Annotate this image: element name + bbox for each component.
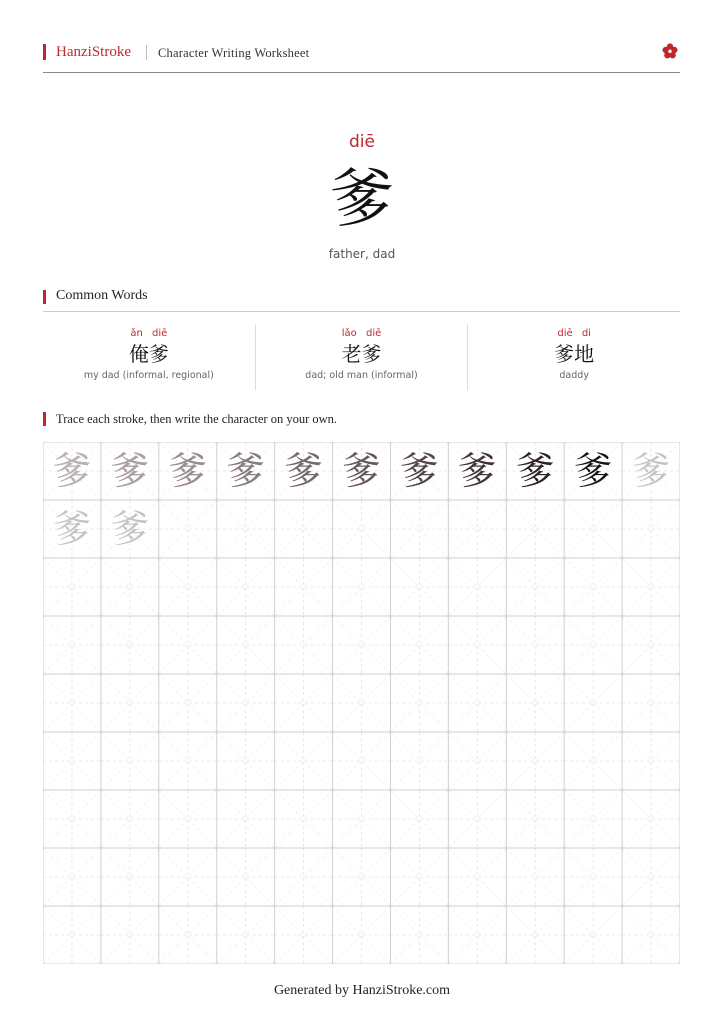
- trace-cell[interactable]: 爹: [110, 507, 149, 551]
- section-accent-bar: [43, 412, 46, 426]
- word-hanzi: 俺爹: [128, 342, 169, 366]
- practice-instruction: Trace each stroke, then write the character on your own.: [56, 412, 338, 426]
- worksheet-header: [43, 40, 680, 73]
- practice-grid: [43, 442, 680, 964]
- word-card: [256, 324, 469, 390]
- stroke-order-cell: [333, 442, 391, 500]
- stroke-order-glyph: 爹: [284, 449, 323, 493]
- stroke-order-glyph: 爹: [52, 449, 91, 493]
- section-accent-bar: [43, 290, 46, 304]
- stroke-order-glyph: 爹: [342, 449, 381, 493]
- footer-credit: Generated by HanziStroke.com: [273, 983, 451, 998]
- stroke-order-cell: [101, 442, 159, 500]
- word-meaning: daddy: [559, 370, 589, 381]
- section-divider: [43, 311, 680, 312]
- stroke-order-glyph: 爹: [516, 449, 555, 493]
- word-pinyin: lǎo diē: [341, 328, 382, 339]
- word-pinyin: ǎn diē: [130, 328, 168, 339]
- word-card: [468, 324, 680, 390]
- header-divider: [146, 45, 147, 60]
- word-meaning: dad; old man (informal): [305, 370, 418, 381]
- worksheet-subtitle: Character Writing Worksheet: [158, 46, 310, 60]
- stroke-order-cell: [275, 442, 333, 500]
- stroke-order-glyph: 爹: [574, 449, 613, 493]
- stroke-order-cell: [43, 442, 101, 500]
- word-pinyin: diē di: [557, 328, 591, 339]
- common-words-list: [43, 324, 680, 390]
- practice-cells: [43, 442, 680, 964]
- common-words-heading: Common Words: [56, 288, 148, 303]
- brand-name[interactable]: HanziStroke: [56, 44, 131, 60]
- stroke-order-glyph: 爹: [168, 449, 207, 493]
- word-hanzi: 爹地: [554, 342, 595, 366]
- stroke-order-cell: [390, 442, 448, 500]
- main-character: 爹: [330, 163, 394, 237]
- character-meaning: father, dad: [328, 247, 396, 261]
- stroke-order-glyph: 爹: [400, 449, 439, 493]
- stroke-order-cell: [564, 442, 622, 500]
- stroke-order-cell: [159, 442, 217, 500]
- stroke-order-glyph: 爹: [110, 449, 149, 493]
- brand-accent-bar: [43, 44, 46, 60]
- word-meaning: my dad (informal, regional): [83, 370, 214, 381]
- stroke-order-glyph: 爹: [458, 449, 497, 493]
- trace-cell[interactable]: 爹: [632, 449, 671, 493]
- character-pinyin: diē: [349, 132, 375, 152]
- plum-blossom-icon: [662, 43, 678, 59]
- stroke-order-cell: [506, 442, 564, 500]
- stroke-order-glyph: 爹: [226, 449, 265, 493]
- trace-cell[interactable]: 爹: [52, 507, 91, 551]
- stroke-order-cell: [448, 442, 506, 500]
- word-card: [43, 324, 256, 390]
- stroke-order-cell: [217, 442, 275, 500]
- word-hanzi: 老爹: [341, 342, 382, 366]
